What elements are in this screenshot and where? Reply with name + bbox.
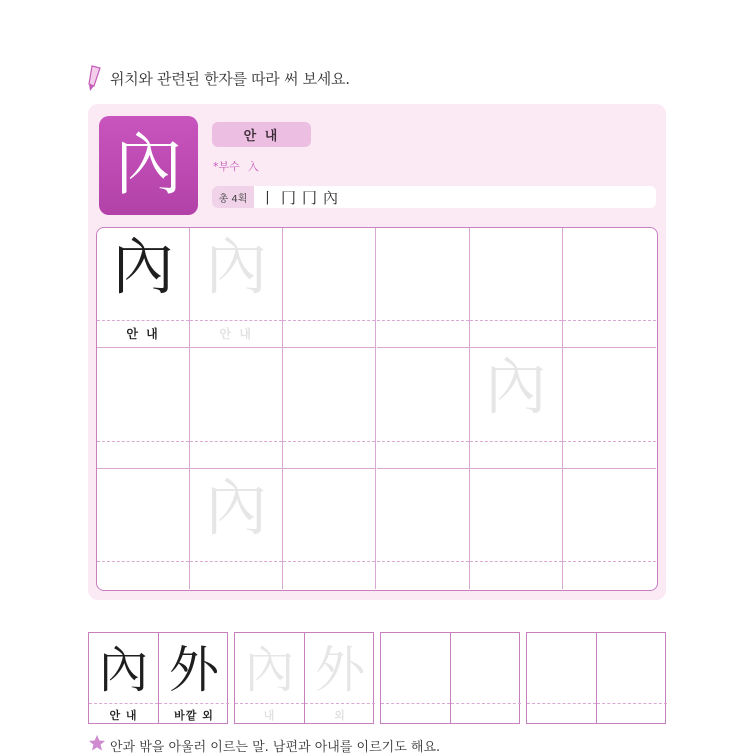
practice-cell[interactable]	[97, 348, 190, 468]
practice-cell[interactable]	[190, 469, 283, 589]
word-box-blank	[526, 632, 666, 724]
trace-char: 內	[205, 230, 268, 303]
word-box-blank	[380, 632, 520, 724]
practice-cell[interactable]	[97, 228, 190, 348]
model-char: 內	[112, 230, 175, 303]
word-caption-trace: 외	[334, 709, 346, 722]
practice-cell[interactable]	[470, 469, 563, 589]
practice-cell[interactable]	[190, 348, 283, 468]
word-char-trace: 內	[244, 641, 295, 699]
trace-char: 內	[484, 350, 547, 424]
stroke-sequence	[260, 186, 338, 208]
practice-cell[interactable]	[377, 348, 470, 468]
practice-cell[interactable]	[97, 469, 190, 589]
meaning-sound-label: 안 내	[212, 122, 311, 147]
word-box-example	[88, 632, 228, 724]
practice-cell[interactable]	[283, 469, 376, 589]
practice-cell[interactable]	[377, 469, 470, 589]
practice-cell[interactable]	[283, 228, 376, 348]
practice-cell[interactable]	[563, 469, 656, 589]
pencil-icon	[86, 64, 104, 92]
radical-label: *부수	[213, 160, 240, 173]
stroke-count: 총 4획	[212, 186, 254, 208]
word-caption: 안 내	[109, 709, 138, 722]
stroke-step: 內	[323, 188, 339, 207]
word-cell	[89, 633, 159, 723]
radical-info	[213, 158, 259, 174]
word-cell[interactable]	[527, 633, 597, 723]
practice-cell[interactable]	[283, 348, 376, 468]
practice-cell[interactable]	[563, 228, 656, 348]
practice-cell[interactable]	[470, 348, 563, 468]
stroke-step: 冂	[302, 188, 318, 207]
cell-caption: 안 내	[126, 327, 160, 342]
word-cell[interactable]	[451, 633, 521, 723]
word-caption: 바깥 외	[174, 709, 214, 722]
word-char-trace: 外	[315, 641, 365, 699]
word-char: 外	[169, 641, 219, 699]
hanja-big-char: 內	[99, 116, 198, 215]
practice-cell[interactable]	[377, 228, 470, 348]
word-caption-trace: 내	[263, 709, 276, 722]
instruction-text: 위치와 관련된 한자를 따라 써 보세요.	[110, 70, 350, 88]
stroke-step: 冂	[281, 188, 297, 207]
word-cell[interactable]	[597, 633, 667, 723]
cell-caption: 안 내	[219, 327, 253, 342]
trace-char: 內	[205, 470, 268, 544]
practice-cell[interactable]	[563, 348, 656, 468]
word-char: 內	[98, 641, 149, 699]
word-cell	[159, 633, 229, 723]
stroke-step: 丨	[260, 188, 276, 207]
word-cell[interactable]	[381, 633, 451, 723]
star-icon	[88, 734, 106, 752]
radical-char: 入	[247, 160, 259, 173]
footnote-text: 안과 밖을 아울러 이르는 말. 남편과 아내를 이르기도 해요.	[110, 740, 441, 755]
practice-cell[interactable]	[190, 228, 283, 348]
word-cell[interactable]	[305, 633, 375, 723]
practice-cell[interactable]	[470, 228, 563, 348]
word-box-trace	[234, 632, 374, 724]
word-cell[interactable]	[235, 633, 305, 723]
practice-grid	[96, 227, 658, 591]
